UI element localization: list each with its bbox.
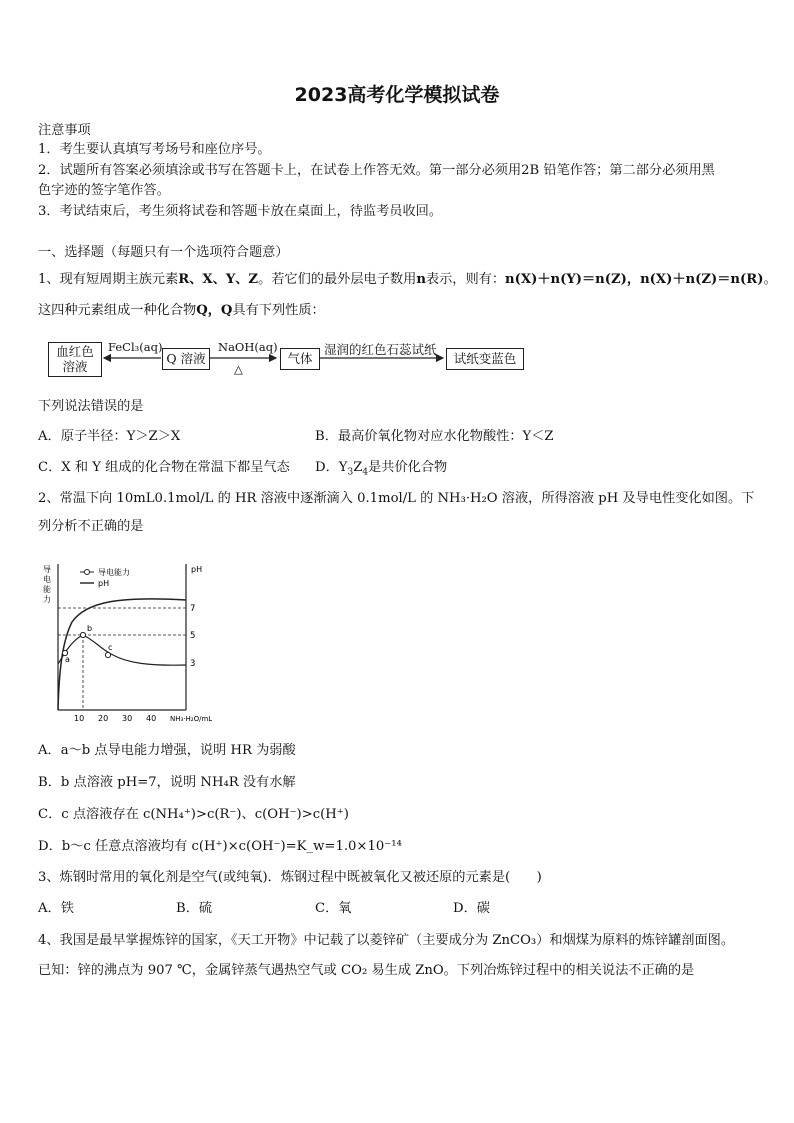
graph-curve-conductivity xyxy=(58,635,186,665)
graph-point-a: a xyxy=(65,655,70,664)
q2-option-d[interactable]: D．b～c 任意点溶液均有 c(H⁺)×c(OH⁻)=K_w=1.0×10⁻¹⁴ xyxy=(38,839,402,854)
page-title: 2023高考化学模拟试卷 xyxy=(294,84,500,106)
flow-label-heat: △ xyxy=(234,362,243,376)
q2-line1: 2、常温下向 10mL0.1mol/L 的 HR 溶液中逐渐滴入 0.1mol/L 的 NH₃·H₂O 溶液，所得溶液 pH 及导电性变化如图。下 xyxy=(38,491,755,506)
flow-arrows xyxy=(48,336,528,380)
graph-curve-ph xyxy=(58,599,186,710)
graph-xtick-30: 30 xyxy=(122,714,133,723)
graph-ytick-7: 7 xyxy=(190,604,196,614)
graph-point-b-marker xyxy=(80,632,85,637)
q4-line1: 4、我国是最早掌握炼锌的国家，《天工开物》中记载了以菱锌矿（主要成分为 ZnCO₃）和烟煤为原料的炼锌罐剖面图。 xyxy=(38,933,735,948)
graph-ytick-3: 3 xyxy=(190,659,196,669)
q2-line2: 列分析不正确的是 xyxy=(38,519,144,534)
q1-option-a[interactable]: A．原子半径：Y＞Z＞X xyxy=(38,429,181,444)
notice-item-2-cont: 色字迹的签字笔作答。 xyxy=(38,183,170,198)
graph-xtick-40: 40 xyxy=(146,714,157,723)
graph-ytick-5: 5 xyxy=(190,631,196,641)
legend-ph: pH xyxy=(98,579,110,588)
flow-box-gas: 气体 xyxy=(280,348,320,370)
graph-point-c-marker xyxy=(105,652,110,657)
graph-ylabel-right: pH xyxy=(191,565,203,574)
q3-option-a[interactable]: A．铁 xyxy=(38,901,74,916)
legend-conductivity: 导电能力 xyxy=(98,568,130,577)
q1-option-c[interactable]: C．X 和 Y 组成的化合物在常温下都呈气态 xyxy=(38,460,290,475)
q2-option-a[interactable]: A．a～b 点导电能力增强，说明 HR 为弱酸 xyxy=(38,743,296,758)
q1-line1: 1、现有短周期主族元素R、X、Y、Z。若它们的最外层电子数用n表示，则有：n(X)＋n(Y)＝n(Z)，n(X)＋n(Z)＝n(R)。 xyxy=(38,272,777,287)
notice-item-3: 3．考试结束后，考生须将试卷和答题卡放在桌面上，待监考员收回。 xyxy=(38,204,443,219)
notice-item-1: 1．考生要认真填写考场号和座位序号。 xyxy=(38,142,271,157)
q1-flow-diagram xyxy=(48,336,528,380)
graph-xtick-10: 10 xyxy=(74,714,85,723)
flow-label-naoh: NaOH(aq) xyxy=(218,340,278,354)
q1-stem: 下列说法错误的是 xyxy=(38,399,144,414)
q3-stem: 3、炼钢时常用的氧化剂是空气(或纯氧)．炼钢过程中既被氧化又被还原的元素是( ) xyxy=(38,870,542,885)
flow-label-litmus: 湿润的红色石蕊试纸 xyxy=(324,342,437,357)
legend-marker xyxy=(85,570,90,575)
flow-label-fecl3: FeCl₃(aq) xyxy=(108,340,163,354)
flow-box-paper-blue: 试纸变蓝色 xyxy=(446,348,524,370)
notice-item-2: 2．试题所有答案必须填涂或书写在答题卡上，在试卷上作答无效。第一部分必须用2B 铅笔作答；第二部分必须用黑 xyxy=(38,163,715,178)
q3-option-d[interactable]: D．碳 xyxy=(453,901,490,916)
q2-option-b[interactable]: B．b 点溶液 pH=7，说明 NH₄R 没有水解 xyxy=(38,775,296,790)
graph-xlabel: NH₃·H₂O/mL xyxy=(170,715,213,723)
flow-box-blood-red: 血红色 溶液 xyxy=(48,342,102,377)
graph-point-c: c xyxy=(108,643,113,652)
graph-ylabel-left: 导电能力 xyxy=(43,565,51,604)
q1-option-d[interactable]: D．$Y_3Z_4$是共价化合物 xyxy=(315,460,448,478)
q1-line2: 这四种元素组成一种化合物Q，Q具有下列性质： xyxy=(38,303,325,318)
graph-point-b: b xyxy=(87,624,93,633)
section-heading: 一、选择题（每题只有一个选项符合题意） xyxy=(38,245,289,260)
notice-heading: 注意事项 xyxy=(38,123,91,138)
q3-option-b[interactable]: B．硫 xyxy=(176,901,213,916)
q2-option-c[interactable]: C．c 点溶液存在 c(NH₄⁺)>c(R⁻)、c(OH⁻)>c(H⁺) xyxy=(38,807,349,822)
q4-line2: 已知：锌的沸点为 907 ℃，金属锌蒸气遇热空气或 CO₂ 易生成 ZnO。下列冶炼锌过程中的相关说法不正确的是 xyxy=(38,963,695,978)
graph-xtick-20: 20 xyxy=(98,714,109,723)
q1-option-b[interactable]: B．最高价氧化物对应水化物酸性：Y＜Z xyxy=(315,429,554,444)
q2-graph xyxy=(38,560,248,728)
q3-option-c[interactable]: C．氧 xyxy=(315,901,352,916)
flow-box-q-solution: Q 溶液 xyxy=(162,348,210,370)
